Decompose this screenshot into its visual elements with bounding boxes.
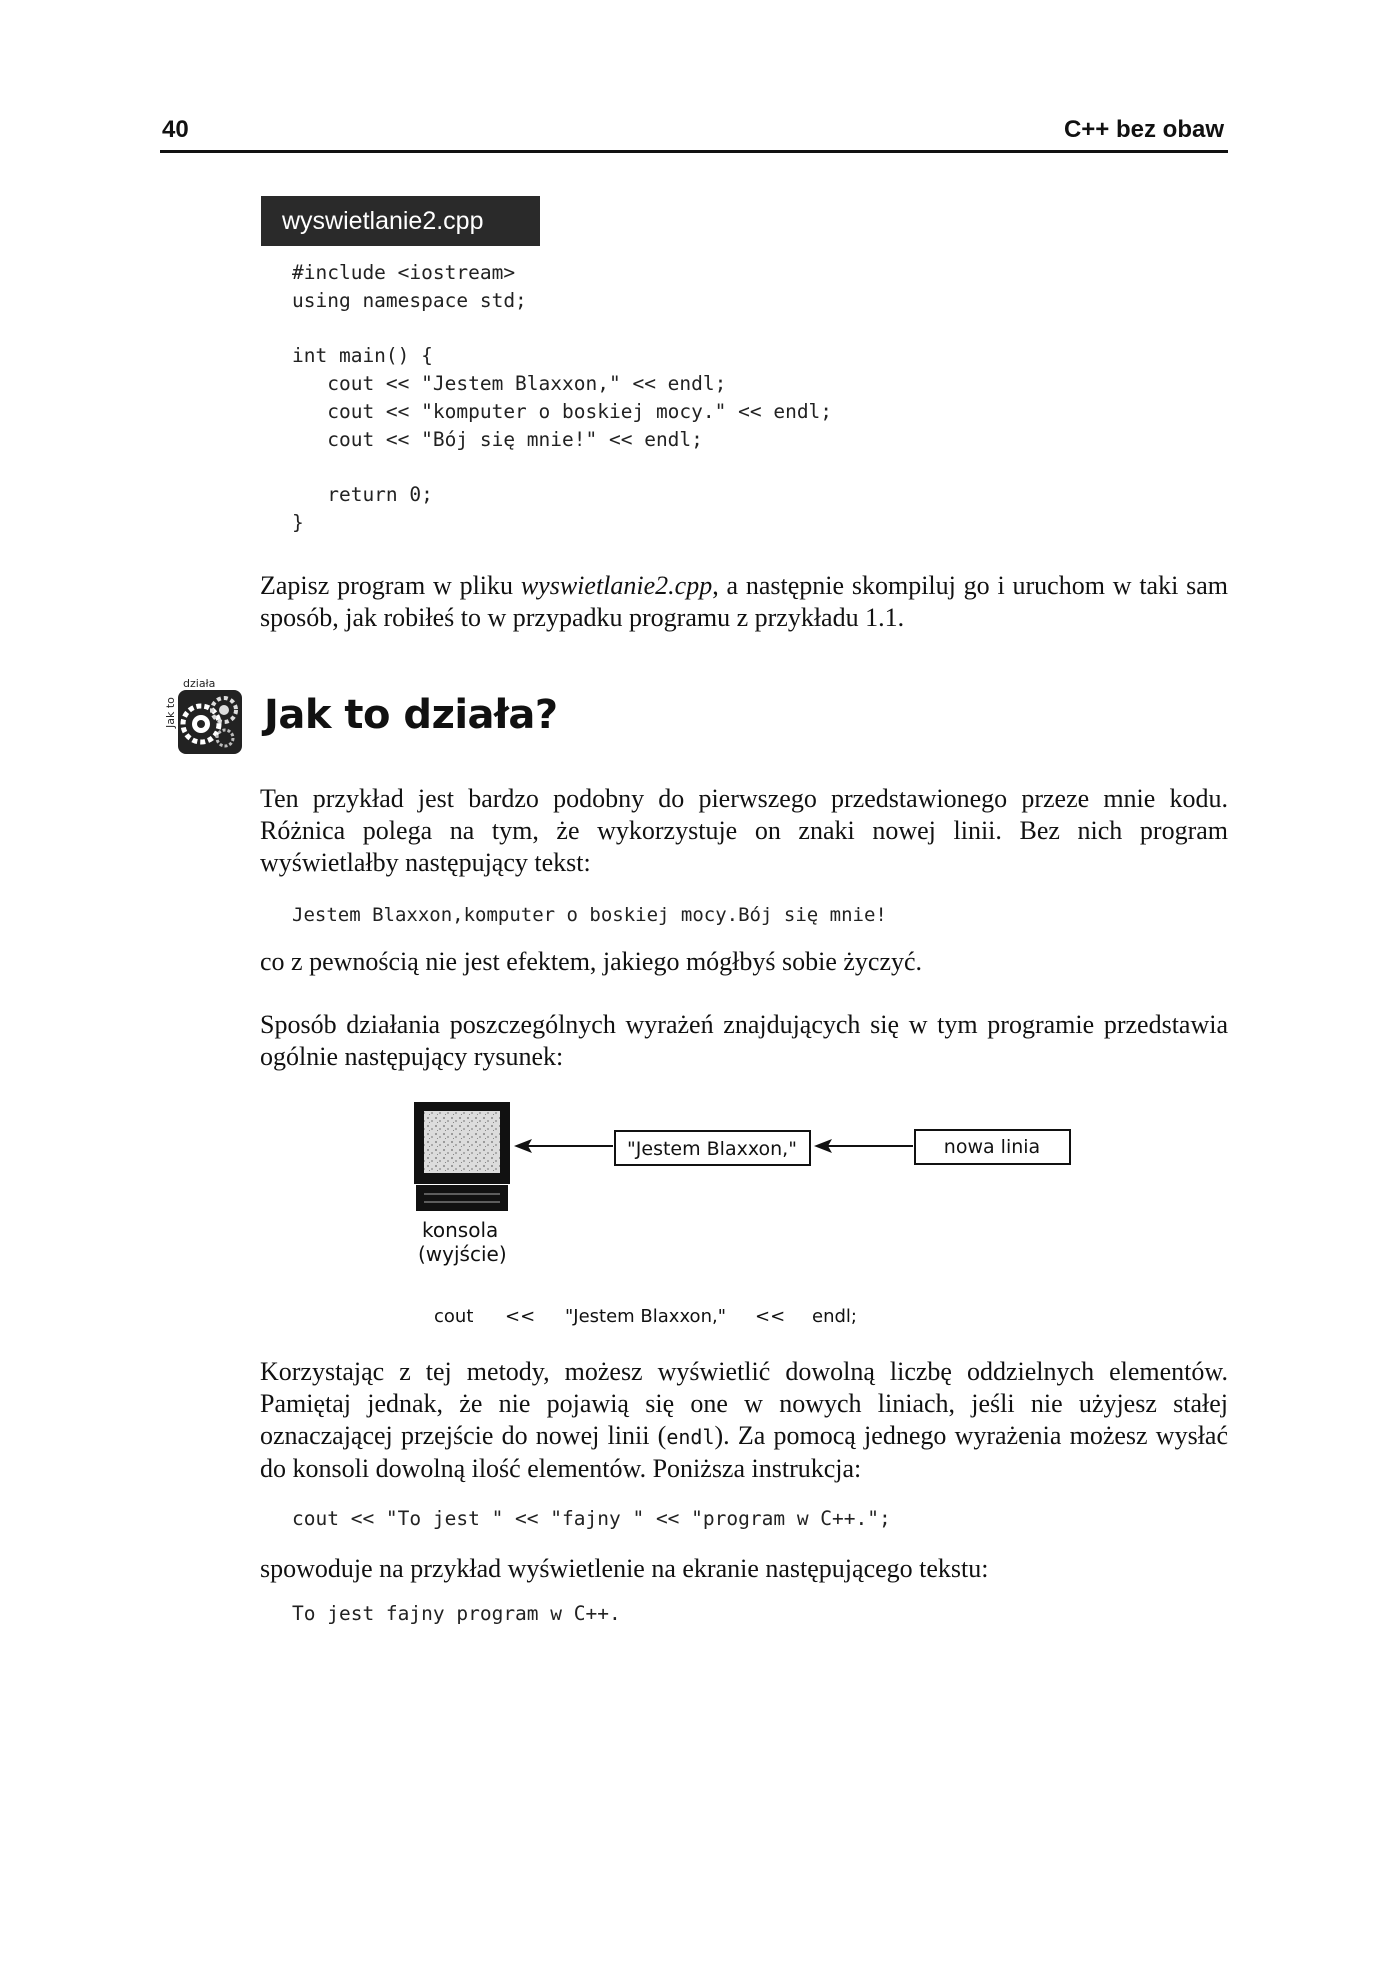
paragraph-similar-example: Ten przykład jest bardzo podobny do pierwszego przedstawionego przeze mnie kodu. Różnica polega na tym, że wykorzystuje on znaki nowej linii. Bez nich program wyświetlałby następujący tekst: [260, 784, 1228, 877]
output-example: To jest fajny program w C++. [292, 1602, 621, 1625]
code-example-cout: cout << "To jest " << "fajny " << "program w C++."; [292, 1507, 891, 1530]
running-title: C++ bez obaw [1063, 116, 1224, 143]
paragraph-any-number-of-elements [260, 1356, 1228, 1485]
cout-diagram [410, 1100, 1110, 1340]
filename-italic: wyswietlanie2.cpp [520, 571, 713, 600]
gears-icon [163, 676, 245, 760]
paragraph-result-intro: spowoduje na przykład wyświetlenie na ekranie następującego tekstu: [260, 1554, 989, 1583]
string-box-label: "Jestem Blaxxon," [627, 1138, 797, 1160]
console-label-output: (wyjście) [418, 1242, 507, 1266]
listing-filename-label: wyswietlanie2.cpp [261, 196, 540, 246]
icon-label-side: Jak to [164, 697, 177, 728]
paragraph-text: ). Za pomocą jednego wyrażenia możesz wysłać do konsoli dowolną ilość elementów. Poniższa instrukcja: [260, 1421, 1228, 1483]
console-label: konsola [422, 1218, 499, 1242]
paragraph-diagram-intro: Sposób działania poszczególnych wyrażeń znajdujących się w tym programie przedstawia ogólnie następujący rysunek: [260, 1010, 1228, 1071]
expr-endl: endl; [812, 1306, 857, 1327]
paragraph-text: Korzystając z tej metody, możesz wyświetlić dowolną liczbę oddzielnych elementów. Pamiętaj jednak, że nie pojawią się one w nowych liniach, jeśli nie użyjesz stałej oznaczającej przejście do nowej linii ( [260, 1357, 1228, 1450]
expr-cout: cout [434, 1306, 474, 1327]
expr-op1: << [505, 1306, 536, 1327]
output-without-newlines: Jestem Blaxxon,komputer o boskiej mocy.Bój się mnie! [292, 904, 887, 926]
paragraph-not-desired: co z pewnością nie jest efektem, jakiego mógłbyś sobie życzyć. [260, 947, 923, 976]
header-rule [160, 150, 1228, 153]
code-listing: #include <iostream> using namespace std; int main() { cout << "Jestem Blaxxon," << endl; cout << "komputer o boskiej mocy." << endl; cout << "Bój się mnie!" << endl; return 0; } [292, 261, 833, 535]
section-heading: Jak to działa? [264, 692, 558, 738]
computer-monitor-icon [414, 1102, 510, 1211]
paragraph-save-program [260, 570, 1228, 634]
paragraph-text: , a następnie skompiluj go i uruchom w taki sam sposób, jak robiłeś to w przypadku programu z przykładu 1.1. [260, 571, 1229, 632]
expr-string: "Jestem Blaxxon," [565, 1306, 726, 1327]
expr-op2: << [755, 1306, 786, 1327]
inline-code-endl: endl [666, 1425, 715, 1449]
newline-box-label: nowa linia [943, 1136, 1041, 1158]
page-number: 40 [162, 116, 189, 143]
icon-label-top: działa [183, 677, 216, 690]
paragraph-text: Zapisz program w pliku [260, 571, 521, 600]
